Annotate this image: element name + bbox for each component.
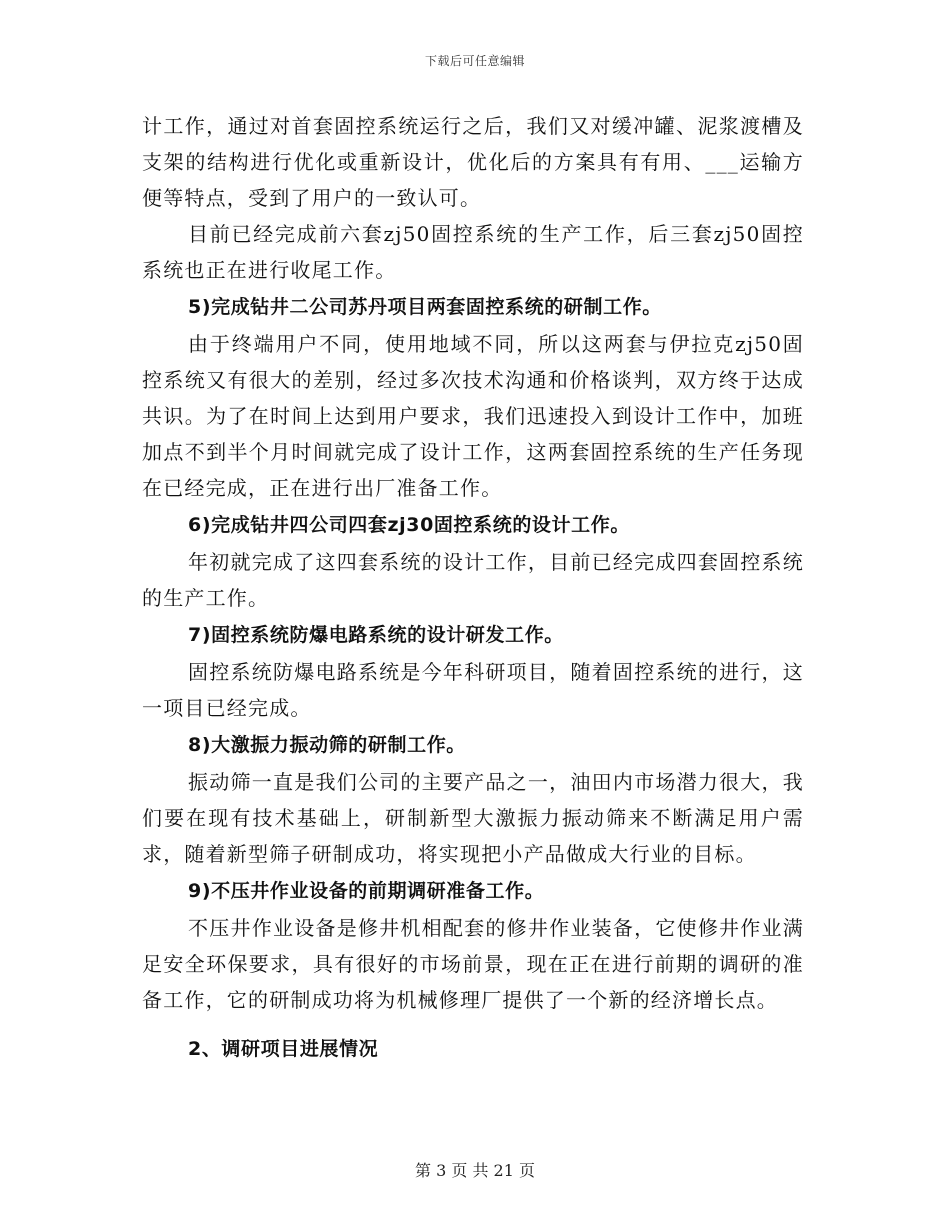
- item-heading-8: 8)大激振力振动筛的研制工作。: [188, 734, 466, 756]
- paragraph-sudan-project: 由于终端用户不同，使用地域不同，所以这两套与伊拉克zj50固控系统又有很大的差别，经过多次技术沟通和价格谈判，双方终于达成共识。为了在时间上达到用户要求，我们迅速投入到设计工作中，加班加点不到半个月时间就完成了设计工作，这两套固控系统的生产任务现在已经完成，正在进行出厂准备工作。: [142, 332, 804, 500]
- paragraph-zj50-progress: 目前已经完成前六套zj50固控系统的生产工作，后三套zj50固控系统也正在进行收尾工作。: [142, 222, 804, 282]
- document-body: [142, 108, 804, 1068]
- page-header: 下载后可任意编辑: [424, 54, 525, 68]
- item-heading-7: 7)固控系统防爆电路系统的设计研发工作。: [188, 624, 564, 646]
- page-number-footer: 第 3 页 共 21 页: [415, 1161, 535, 1180]
- item-heading-6: 6)完成钻井四公司四套zj30固控系统的设计工作。: [188, 514, 630, 536]
- paragraph-snubbing-equipment: 不压井作业设备是修井机相配套的修井作业装备，它使修井作业满足安全环保要求，具有很好的市场前景，现在正在进行前期的调研的准备工作，它的研制成功将为机械修理厂提供了一个新的经济增长点。: [142, 916, 804, 1012]
- paragraph-zj30-design: 年初就完成了这四套系统的设计工作，目前已经完成四套固控系统的生产工作。: [142, 550, 804, 610]
- section-heading-2: 2、调研项目进展情况: [188, 1038, 379, 1060]
- paragraph-explosion-proof: 固控系统防爆电路系统是今年科研项目，随着固控系统的进行，这一项目已经完成。: [142, 660, 804, 720]
- item-heading-9: 9)不压井作业设备的前期调研准备工作。: [188, 880, 545, 902]
- paragraph-vibrating-screen: 振动筛一直是我们公司的主要产品之一，油田内市场潜力很大，我们要在现有技术基础上，研制新型大激振力振动筛来不断满足用户需求，随着新型筛子研制成功，将实现把小产品做成大行业的目标。: [142, 770, 804, 866]
- item-heading-5: 5)完成钻井二公司苏丹项目两套固控系统的研制工作。: [188, 296, 662, 318]
- paragraph-continuation: 计工作，通过对首套固控系统运行之后，我们又对缓冲罐、泥浆渡槽及支架的结构进行优化或重新设计，优化后的方案具有有用、___运输方便等特点，受到了用户的一致认可。: [142, 114, 804, 210]
